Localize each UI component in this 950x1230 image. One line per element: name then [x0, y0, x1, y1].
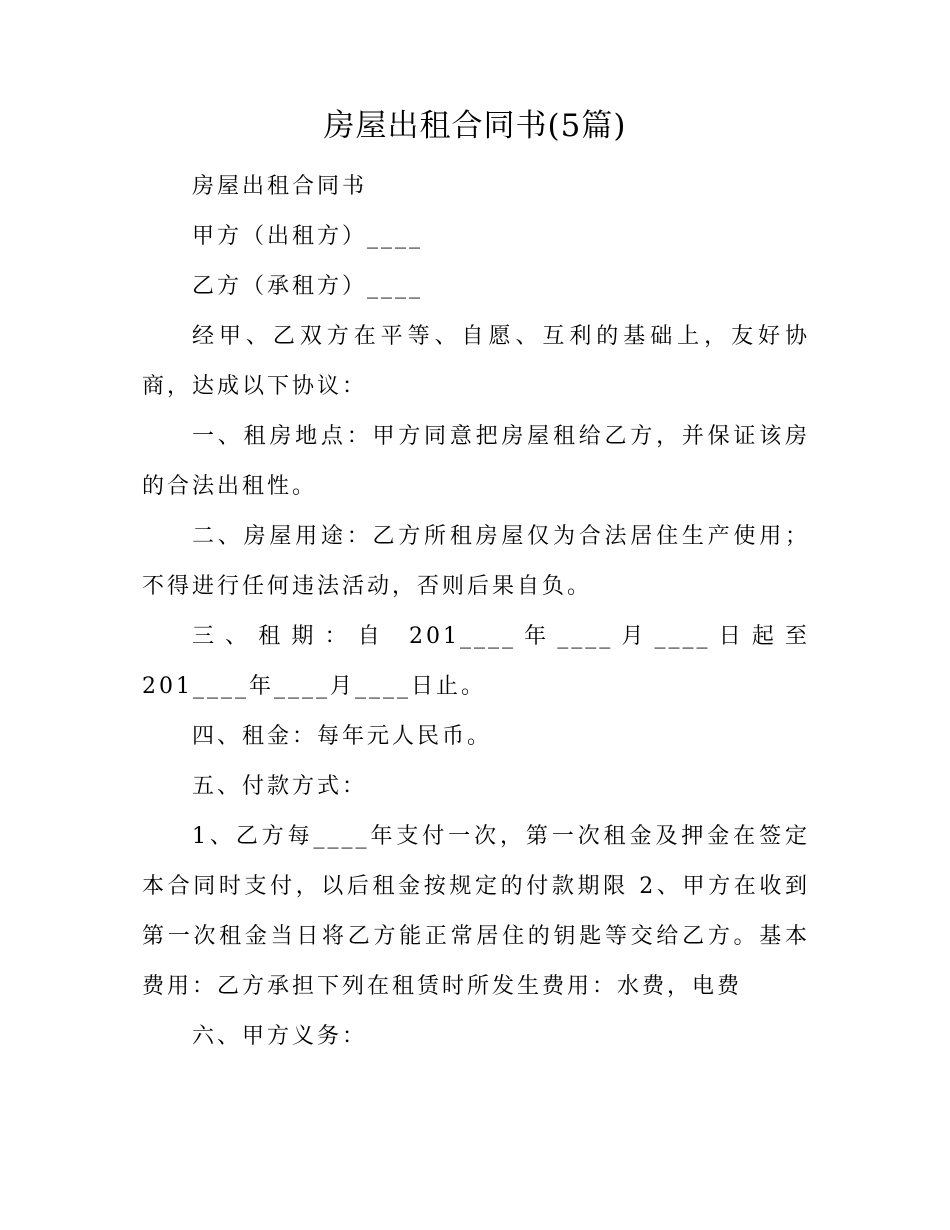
paragraph-contract-heading: 房屋出租合同书 [192, 174, 368, 199]
paragraph-payment-details: 1、乙方每____年支付一次，第一次租金及押金在签定本合同时支付，以后租金按规定的付款期限 2、甲方在收到第一次租金当日将乙方能正常居住的钥匙等交给乙方。基本费用：乙方承担下列在租赁时所发生费用：水费，电费 [142, 824, 810, 999]
paragraph-clause-obligations: 六、甲方义务： [192, 1024, 368, 1049]
paragraph-clause-rent: 四、租金：每年元人民币。 [192, 724, 493, 749]
paragraph-clause-term: 三、租期：自 201____年____月____日起至 201____年____月____日止。 [142, 624, 810, 699]
paragraph-clause-usage: 二、房屋用途：乙方所租房屋仅为合法居住生产使用；不得进行任何违法活动，否则后果自负。 [142, 524, 810, 599]
paragraph-party-b: 乙方（承租方）____ [192, 274, 424, 299]
document-body [142, 162, 810, 1062]
paragraph-preamble: 经甲、乙双方在平等、自愿、互利的基础上，友好协商，达成以下协议： [142, 324, 810, 399]
paragraph-clause-payment: 五、付款方式： [192, 774, 368, 799]
paragraph-clause-location: 一、租房地点：甲方同意把房屋租给乙方，并保证该房的合法出租性。 [142, 424, 810, 499]
document-title: 房屋出租合同书(5篇) [323, 108, 627, 144]
paragraph-party-a: 甲方（出租方）____ [192, 224, 424, 249]
